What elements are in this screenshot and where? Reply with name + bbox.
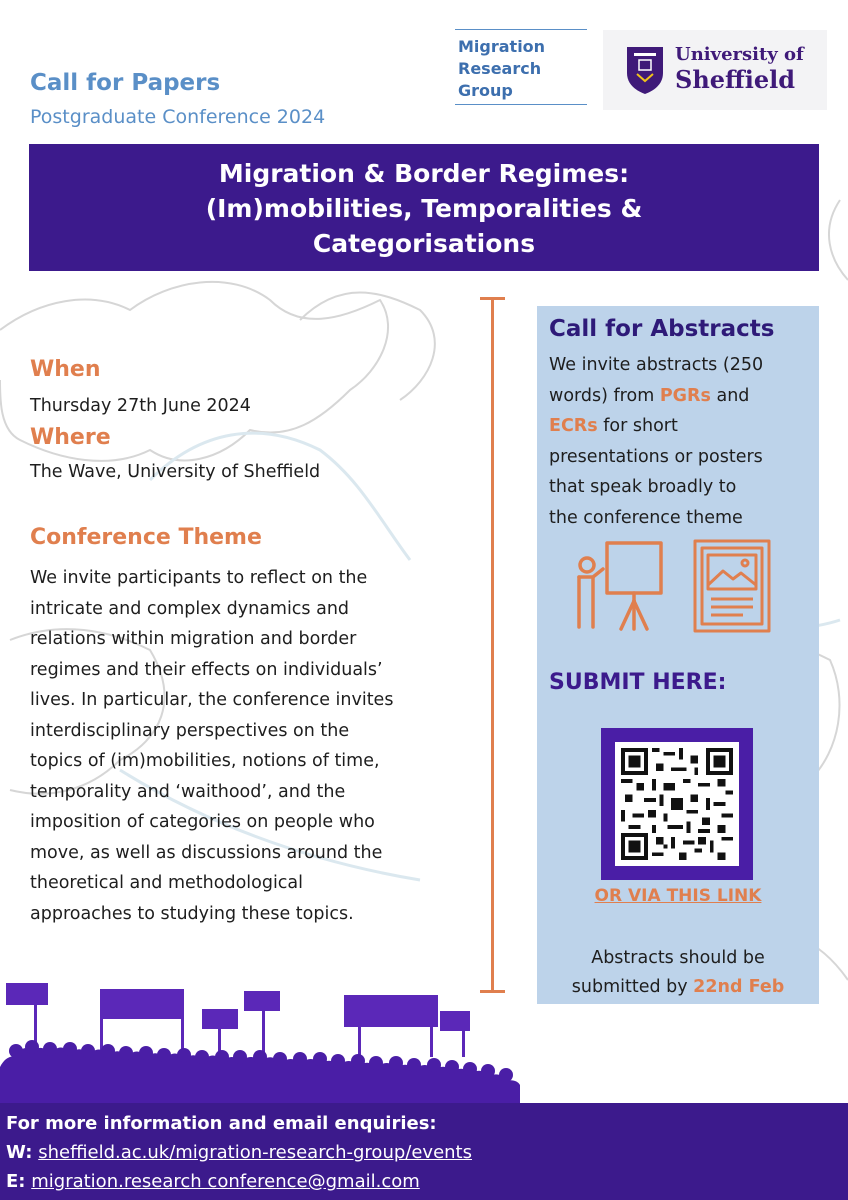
banner-line: (Im)mobilities, Temporalities &: [205, 194, 643, 223]
when-heading: When: [30, 357, 101, 382]
footer-info: [6, 1109, 848, 1138]
abstracts-line: We invite abstracts (250: [549, 355, 764, 375]
abstracts-line: [549, 381, 813, 412]
university-logo-line1: University of: [675, 44, 804, 65]
email-link[interactable]: migration.research conference@gmail.com: [31, 1171, 420, 1192]
presenter-icon: [573, 539, 665, 633]
submission-deadline: [537, 944, 819, 1002]
email-label: E:: [6, 1171, 26, 1192]
deadline-date: 22nd Feb: [693, 977, 785, 997]
footer-email-row: [6, 1167, 848, 1196]
pgrs-highlight: PGRs: [659, 385, 711, 406]
university-logo-line2: Sheffield: [675, 65, 796, 94]
qr-code-frame: [601, 728, 753, 880]
conference-title-banner: [29, 144, 819, 271]
theme-text-line: regimes and their effects on individuals’: [30, 659, 383, 680]
protest-crowd-illustration: [0, 975, 520, 1103]
submission-link[interactable]: OR VIA THIS LINK: [594, 886, 762, 906]
vertical-divider: [491, 298, 494, 992]
deadline-line: [537, 973, 819, 1002]
mrg-logo-line: Research: [458, 59, 542, 78]
footer-info-text: For more information and email enquiries:: [6, 1113, 437, 1134]
theme-text-line: intricate and complex dynamics and: [30, 598, 350, 619]
theme-text-line: We invite participants to reflect on the: [30, 568, 368, 588]
theme-text-line: temporality and ‘waithood’, and the: [30, 781, 346, 802]
theme-text-line: theoretical and methodological: [30, 873, 304, 893]
abstracts-text: words) from: [549, 385, 660, 406]
qr-code[interactable]: [615, 742, 739, 866]
mrg-logo-line: Migration: [458, 37, 546, 56]
footer-website-row: [6, 1138, 848, 1167]
conference-subtitle: Postgraduate Conference 2024: [30, 106, 326, 128]
theme-text-line: approaches to studying these topics.: [30, 903, 354, 924]
abstracts-description: [549, 350, 813, 533]
migration-research-group-logo: [455, 29, 587, 105]
when-value: Thursday 27th June 2024: [30, 396, 251, 416]
call-for-papers-title: Call for Papers: [30, 70, 221, 96]
website-link[interactable]: sheffield.ac.uk/migration-research-group/events: [38, 1142, 472, 1163]
banner-line: Categorisations: [312, 229, 536, 258]
footer-contact-bar: [0, 1103, 848, 1200]
abstracts-line: presentations or posters: [549, 446, 763, 467]
abstracts-text: for short: [597, 416, 678, 436]
mrg-logo-line: Group: [458, 81, 513, 100]
theme-text-line: lives. In particular, the conference invites: [30, 690, 394, 710]
conference-theme-heading: Conference Theme: [30, 525, 262, 550]
university-of-sheffield-logo: [603, 30, 827, 110]
abstracts-line: that speak broadly to: [549, 477, 737, 497]
abstracts-line: the conference theme: [549, 507, 743, 528]
banner-line: Migration & Border Regimes:: [218, 159, 630, 188]
theme-text-line: imposition of categories on people who: [30, 812, 375, 832]
call-for-abstracts-heading: Call for Abstracts: [549, 316, 775, 342]
university-shield-icon: [625, 43, 665, 95]
theme-text-line: move, as well as discussions around the: [30, 842, 383, 863]
ecrs-highlight: ECRs: [549, 416, 598, 436]
theme-text-line: relations within migration and border: [30, 629, 357, 649]
conference-theme-text: [30, 563, 460, 929]
deadline-text: submitted by: [571, 977, 694, 997]
website-label: W:: [6, 1142, 33, 1163]
where-value: The Wave, University of Sheffield: [30, 462, 321, 482]
poster-icon: [693, 539, 771, 633]
deadline-line: Abstracts should be: [591, 948, 765, 968]
theme-text-line: interdisciplinary perspectives on the: [30, 720, 350, 741]
abstracts-text: and: [710, 385, 750, 406]
call-for-abstracts-panel: [537, 306, 819, 1004]
theme-text-line: topics of (im)mobilities, notions of time,: [30, 751, 380, 771]
submit-here-heading: SUBMIT HERE:: [549, 670, 727, 695]
abstracts-line: [549, 411, 813, 442]
qr-code-icon: [621, 748, 733, 860]
where-heading: Where: [30, 425, 111, 450]
